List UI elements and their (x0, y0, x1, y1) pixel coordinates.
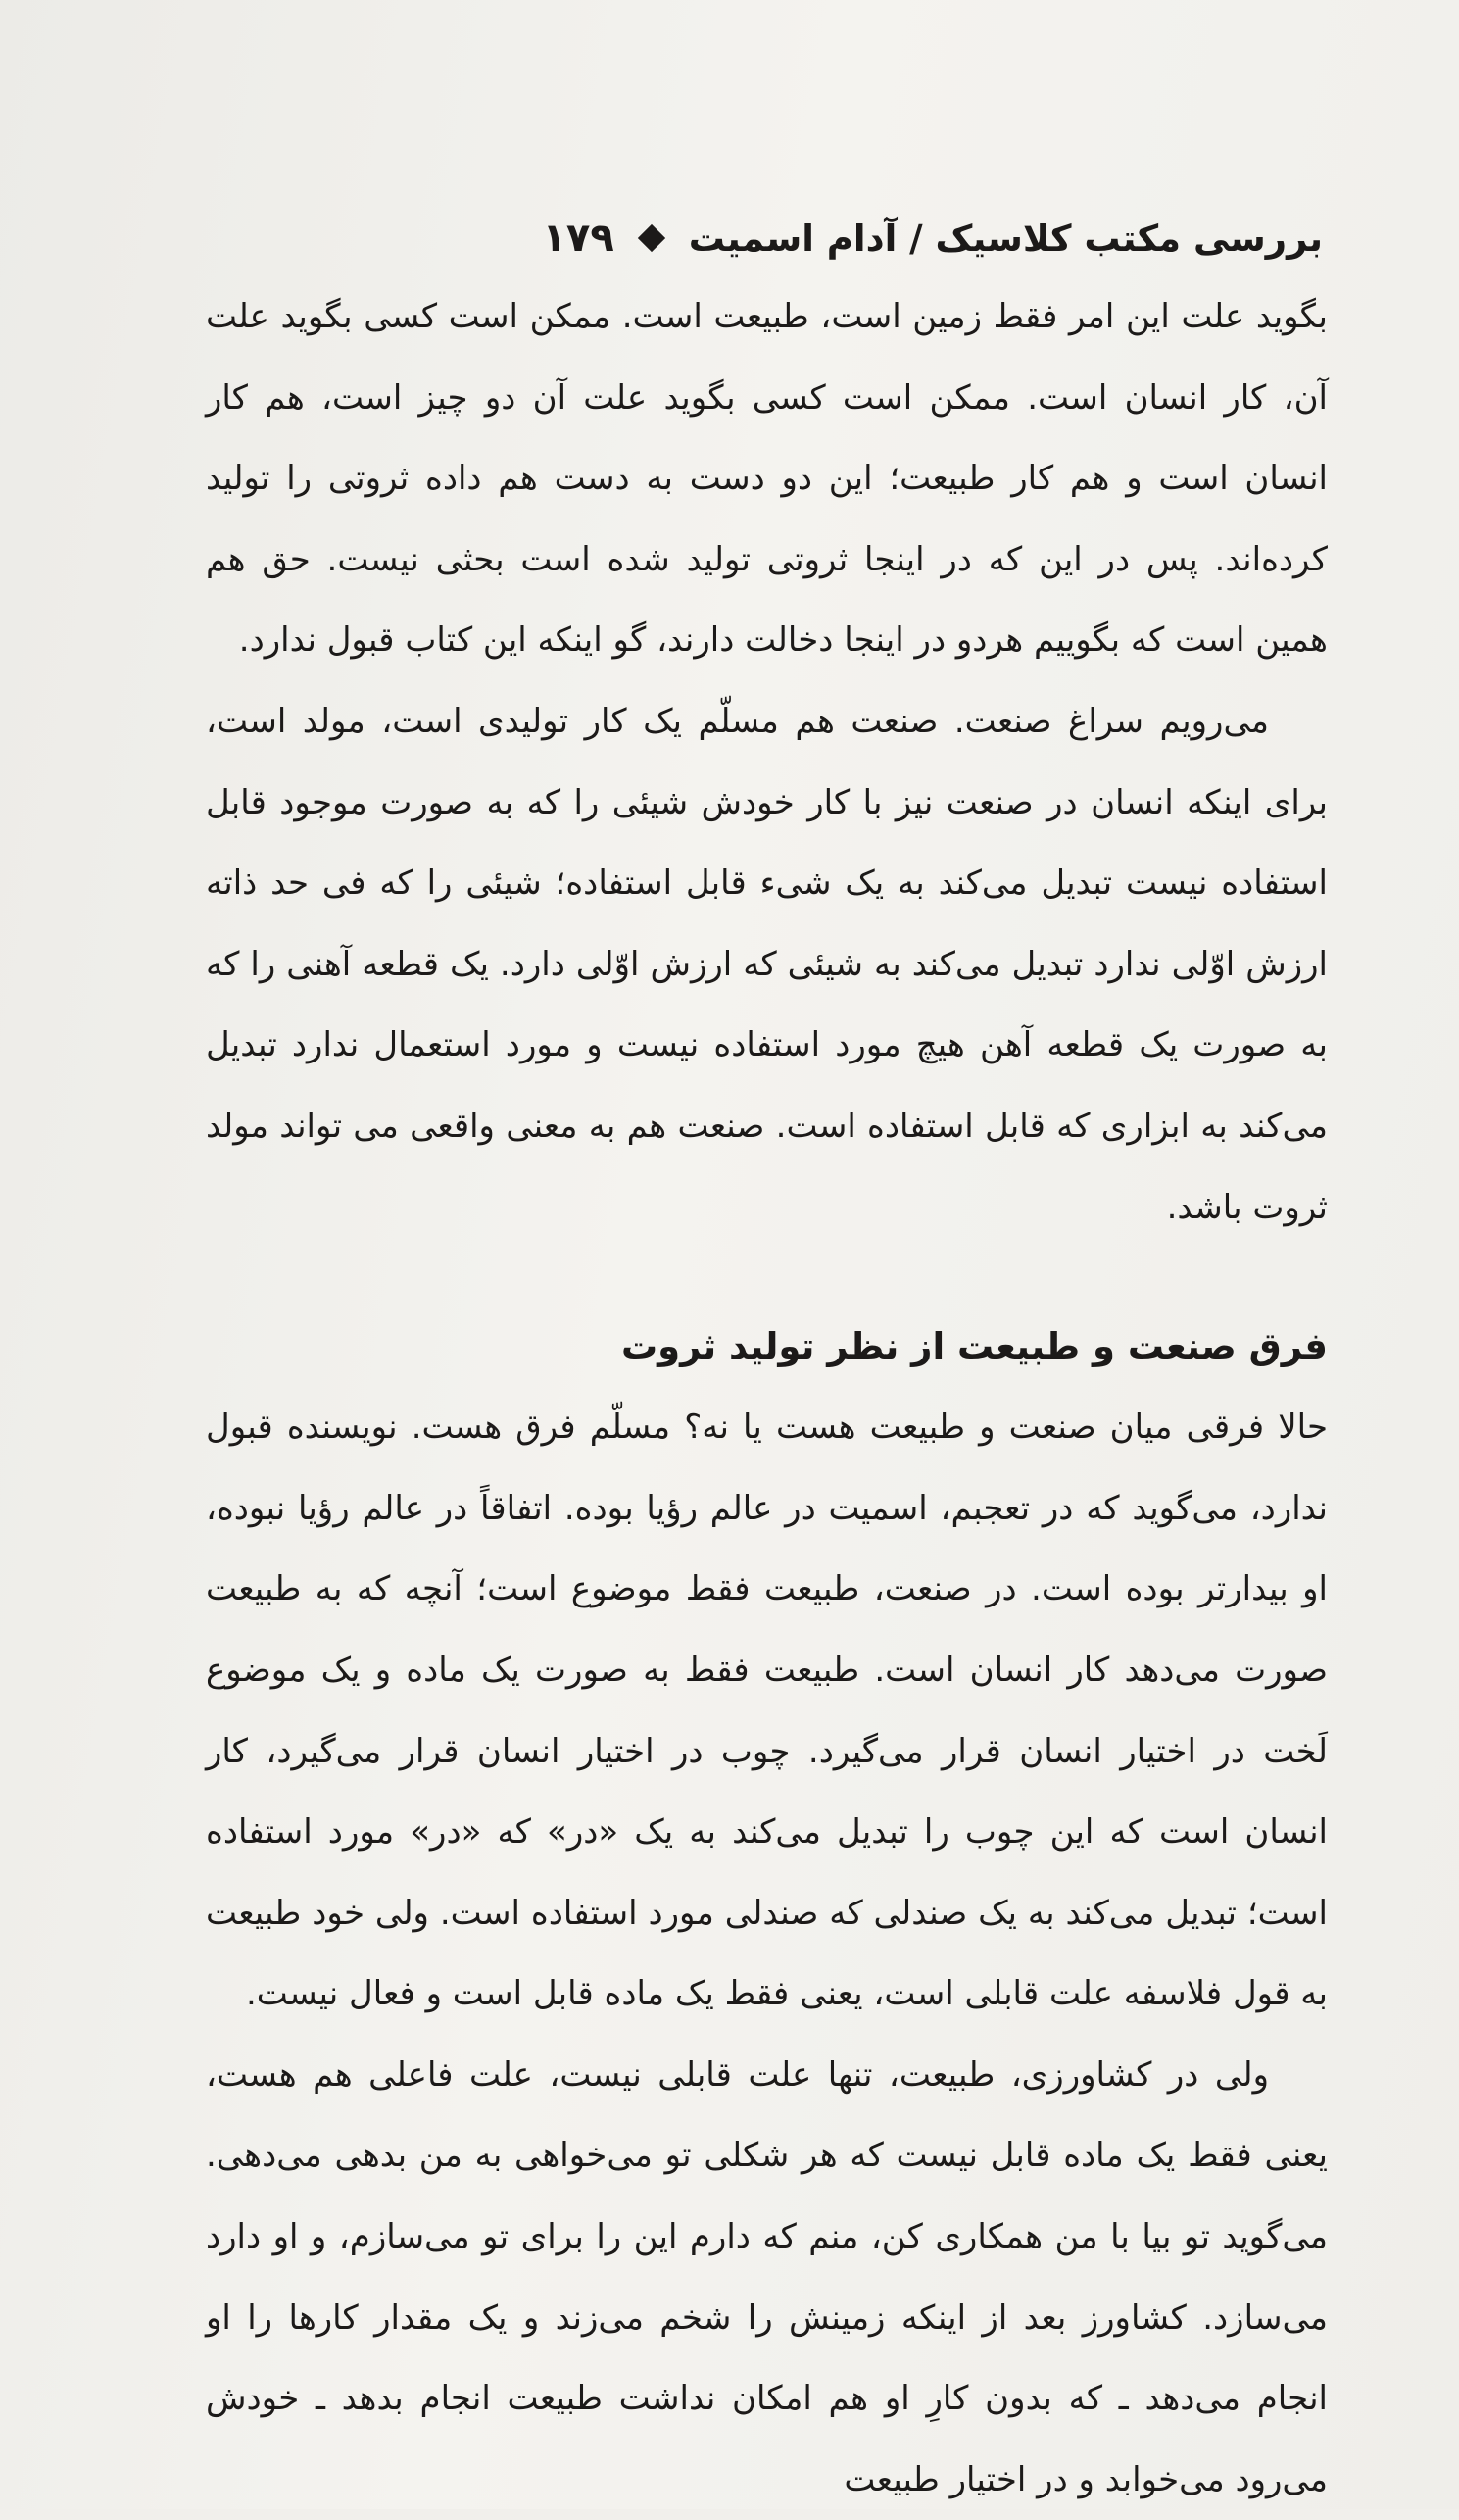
page-number: ۱۷۹ (542, 216, 614, 261)
running-title: بررسی مکتب کلاسیک / آدام اسمیت (688, 217, 1323, 260)
paragraph-2: می‌رویم سراغ صنعت. صنعت هم مسلّم یک کار تولیدی است، مولد است، برای اینکه انسان در صنعت نیز با کار خودش شیئی را که به صورت موجود قابل استفاده نیست تبدیل می‌کند به یک شیء قابل استفاده؛ شیئی را که فی حد ذاته ارزش اوّلی ندارد تبدیل می‌کند به شیئی که ارزش اوّلی دارد. یک قطعه آهنی را که به صورت یک قطعه آهن هیچ مورد استفاده نیست و مورد استعمال ندارد تبدیل می‌کند به ابزاری که قابل استفاده است. صنعت هم به معنی واقعی می تواند مولد ثروت باشد. (206, 701, 1328, 1227)
diamond-ornament-icon (638, 224, 665, 252)
section-heading: فرق صنعت و طبیعت از نظر تولید ثروت (621, 1325, 1328, 1368)
paragraph-3: حالا فرقی میان صنعت و طبیعت هست یا نه؟ مسلّم فرق هست. نویسنده قبول ندارد، می‌گوید که در تعجبم، اسمیت در عالم رؤیا بوده. اتفاقاً در عالم رؤیا نبوده، او بیدارتر بوده است. در صنعت، طبیعت فقط موضوع است؛ آنچه که به طبیعت صورت می‌دهد کار انسان است. طبیعت فقط به صورت یک ماده و یک موضوع لَخت در اختیار انسان قرار می‌گیرد. چوب در اختیار انسان قرار می‌گیرد، کار انسان است که این چوب را تبدیل می‌کند به یک «در» که «در» مورد استفاده است؛ تبدیل می‌کند به یک صندلی که صندلی مورد استفاده است. ولی خود طبیعت به قول فلاسفه علت قابلی است، یعنی فقط یک ماده قابل است و فعال نیست. (206, 1408, 1328, 2014)
paragraph-4: ولی در کشاورزی، طبیعت، تنها علت قابلی نیست، علت فاعلی هم هست، یعنی فقط یک ماده قابل نیست که هر شکلی تو می‌خواهی به من بدهی می‌دهی. می‌گوید تو بیا با من همکاری کن، منم که دارم این را برای تو می‌سازم، و او دارد می‌سازد. کشاورز بعد از اینکه زمینش را شخم می‌زند و یک مقدار کارها را او انجام می‌دهد ـ که بدون کارِ او هم امکان نداشت طبیعت انجام بدهد ـ خودش می‌رود می‌خوابد و در اختیار طبیعت (206, 2054, 1328, 2499)
paragraph-1: بگوید علت این امر فقط زمین است، طبیعت است. ممکن است کسی بگوید علت آن، کار انسان است. ممکن است کسی بگوید علت آن دو چیز است، هم کار انسان است و هم کار طبیعت؛ این دو دست به دست هم داده ثروتی را تولید کرده‌اند. پس در این که در اینجا ثروتی تولید شده است بحثی نیست. حق هم همین است که بگوییم هردو در اینجا دخالت دارند، گو اینکه این کتاب قبول ندارد. (206, 297, 1328, 661)
page-body (206, 276, 1328, 2520)
page-header (211, 204, 1323, 272)
